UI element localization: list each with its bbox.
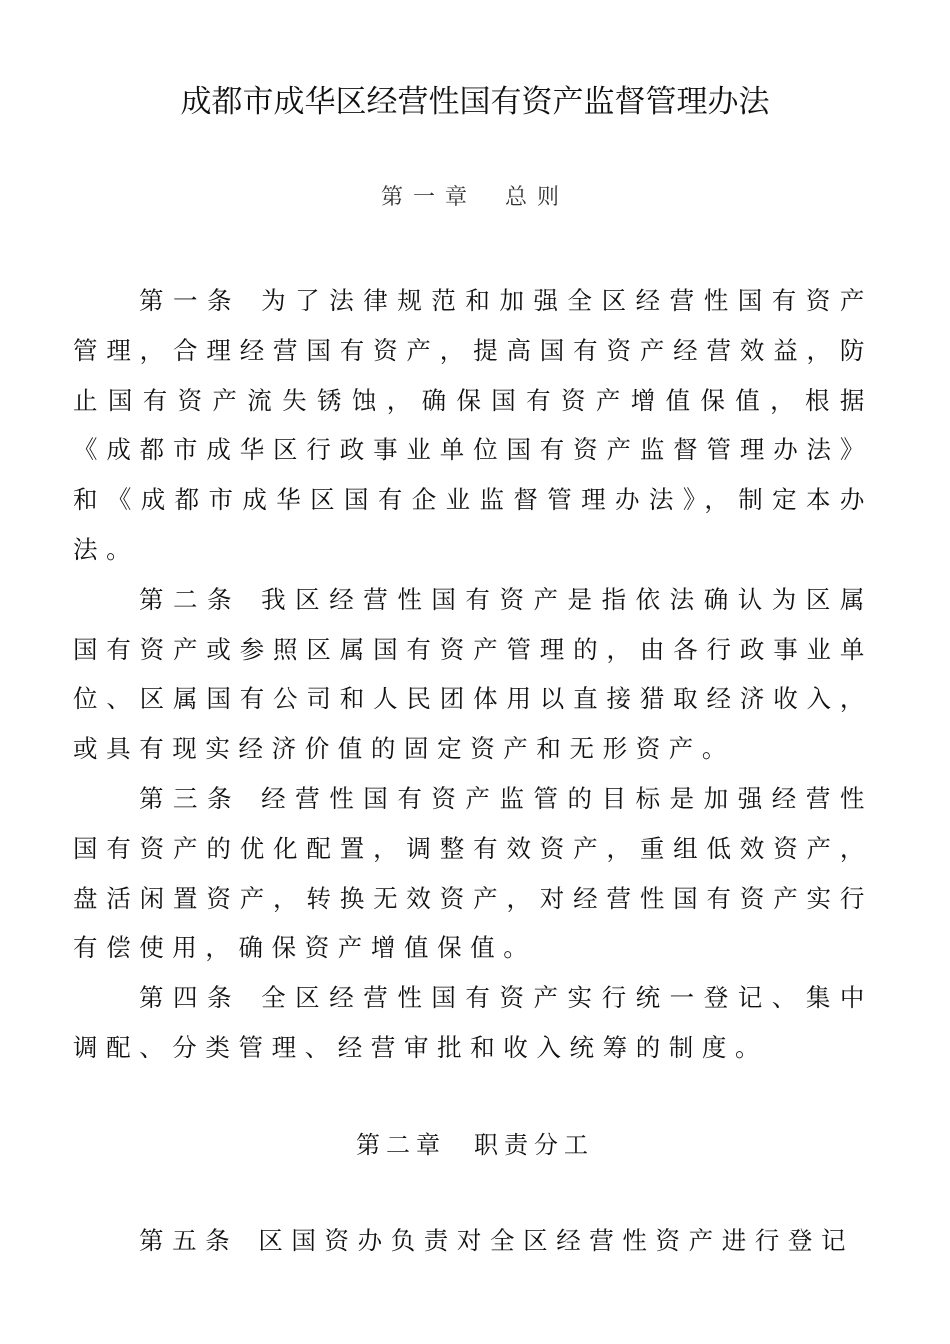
chapter-name: 职责分工 [474, 1131, 594, 1159]
article-text: 为了法律规范和加强全区经营性国有资产管理，合理经营国有资产，提高国有资产经营效益，防止国有资产流失锈蚀，确保国有资产增值保值，根据《成都市成华区行政事业单位国有资产监督管理办法》和《成都市成华区国有企业监督管理办法》，制定本办法。 [73, 286, 873, 564]
article-3 [73, 774, 873, 973]
article-label: 第三条 [139, 783, 242, 813]
article-text: 我区经营性国有资产是指依法确认为区属国有资产或参照区属国有资产管理的，由各行政事业单位、区属国有公司和人民团体用以直接猎取经济收入，或具有现实经济价值的固定资产和无形资产。 [73, 584, 873, 764]
article-label: 第四条 [139, 983, 242, 1013]
chapter-1-body [73, 276, 873, 1073]
article-label: 第五条 [139, 1226, 239, 1255]
chapter-number: 第一章 [380, 185, 477, 210]
chapter-heading-1 [0, 180, 950, 216]
article-text: 全区经营性国有资产实行统一登记、集中调配、分类管理、经营审批和收入统筹的制度。 [73, 983, 873, 1062]
document-title: 成都市成华区经营性国有资产监督管理办法 [180, 84, 770, 120]
article-5 [73, 1216, 873, 1266]
article-text: 区国资办负责对全区经营性资产进行登记 [258, 1226, 855, 1255]
article-text: 经营性国有资产监管的目标是加强经营性国有资产的优化配置，调整有效资产，重组低效资产，盘活闲置资产，转换无效资产，对经营性国有资产实行有偿使用，确保资产增值保值。 [73, 783, 873, 963]
chapter-number: 第二章 [356, 1131, 446, 1159]
article-label: 第一条 [139, 286, 242, 315]
chapter-name: 总则 [505, 185, 570, 210]
article-label: 第二条 [139, 584, 242, 614]
article-2 [73, 575, 873, 774]
chapter-heading-2 [0, 1127, 950, 1163]
article-4 [73, 973, 873, 1073]
chapter-2-body [73, 1216, 873, 1266]
article-1 [73, 276, 873, 575]
